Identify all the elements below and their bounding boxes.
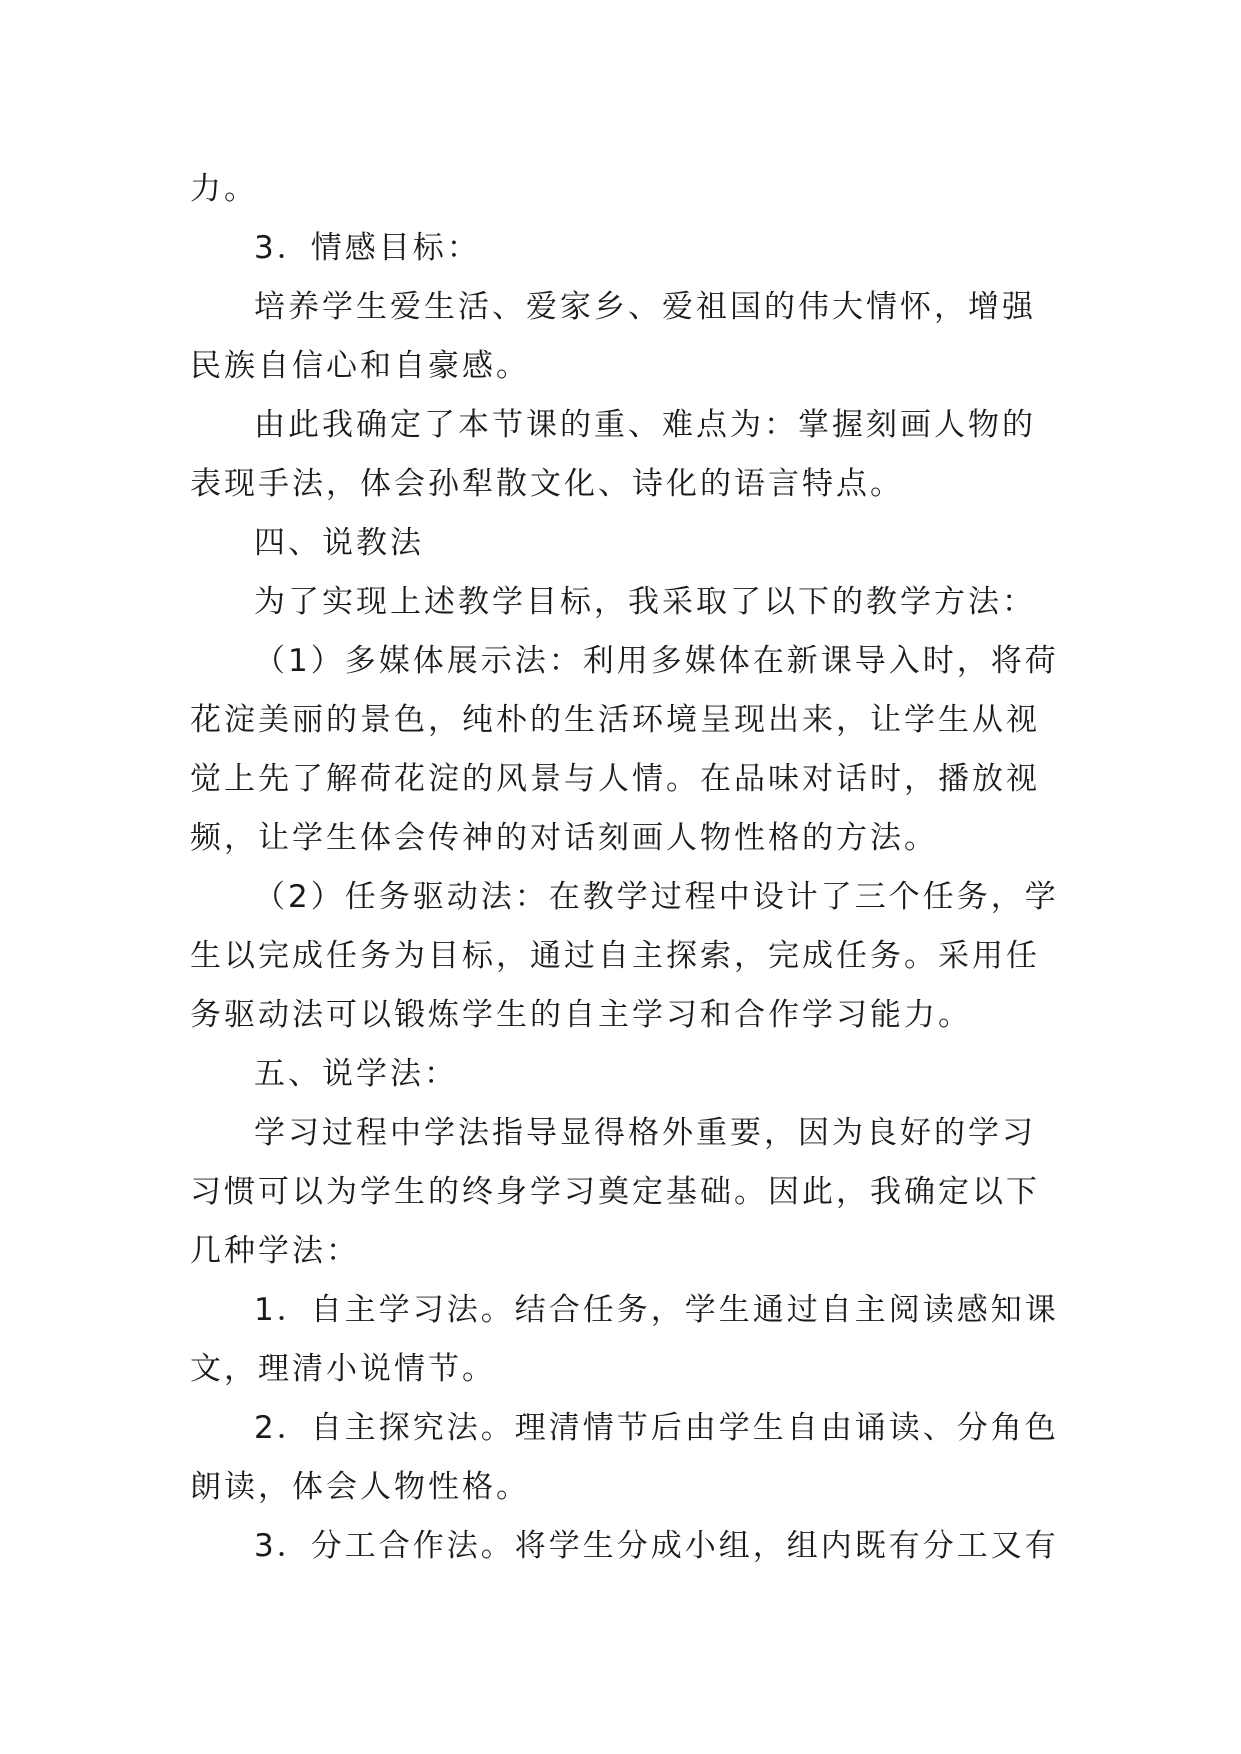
paragraph-7: （1）多媒体展示法：利用多媒体在新课导入时，将荷花淀美丽的景色，纯朴的生活环境呈现出来，让学生从视觉上先了解荷花淀的风景与人情。在品味对话时，播放视频，让学生体会传神的对话刻画人物性格的方法。 [190,643,1059,856]
paragraph-2: 3．情感目标： [254,230,481,266]
paragraph-10: 学习过程中学法指导显得格外重要，因为良好的学习习惯可以为学生的终身学习奠定基础。因此，我确定以下几种学法： [190,1115,1040,1269]
paragraph-8: （2）任务驱动法：在教学过程中设计了三个任务，学生以完成任务为目标，通过自主探索，完成任务。采用任务驱动法可以锻炼学生的自主学习和合作学习能力。 [190,879,1059,1033]
paragraph-4: 由此我确定了本节课的重、难点为：掌握刻画人物的表现手法，体会孙犁散文化、诗化的语言特点。 [190,407,1036,502]
section-heading-learning-method: 五、说学法： [254,1056,458,1092]
paragraph-1: 力。 [190,171,258,207]
paragraph-6: 为了实现上述教学目标，我采取了以下的教学方法： [254,584,1036,620]
paragraph-11: 1．自主学习法。结合任务，学生通过自主阅读感知课文，理清小说情节。 [190,1292,1059,1387]
section-heading-teaching-method: 四、说教法 [254,525,424,561]
document-body [190,160,1060,1576]
paragraph-13: 3．分工合作法。将学生分成小组，组内既有分工又有 [254,1528,1059,1564]
paragraph-3: 培养学生爱生活、爱家乡、爱祖国的伟大情怀，增强民族自信心和自豪感。 [190,289,1036,384]
paragraph-12: 2．自主探究法。理清情节后由学生自由诵读、分角色朗读，体会人物性格。 [190,1410,1059,1505]
